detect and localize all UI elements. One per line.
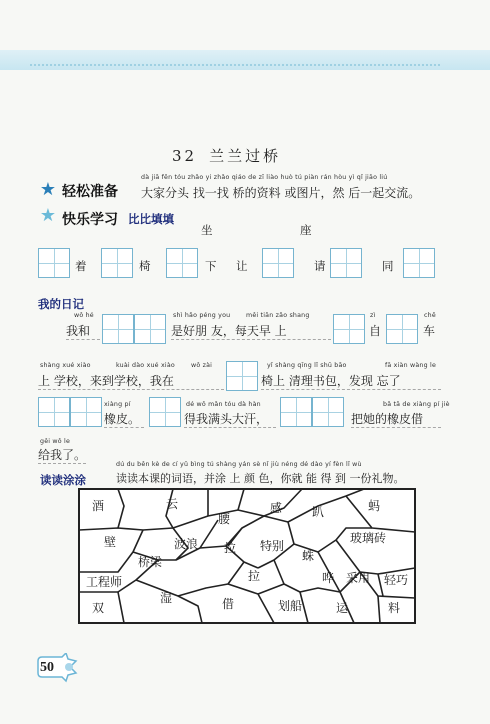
- row-char: 椅: [139, 259, 151, 273]
- lesson-title: [172, 145, 281, 166]
- coloring-puzzle: [78, 488, 416, 624]
- diary-pinyin: yǐ shàng qīng lǐ shū bāo: [267, 362, 347, 369]
- diary-text: 椅上 清理书包，发现 忘了: [261, 372, 441, 390]
- row-char: 让: [236, 259, 248, 273]
- puzzle-word[interactable]: 双: [92, 601, 105, 615]
- row-char: 同: [382, 259, 394, 273]
- writing-box[interactable]: [330, 248, 362, 278]
- puzzle-word[interactable]: 运: [336, 601, 349, 615]
- page-number: 50: [40, 660, 54, 675]
- puzzle-word[interactable]: 料: [388, 601, 401, 615]
- compare-char-1: 坐: [201, 223, 213, 237]
- section-learn-heading: 快乐学习: [62, 212, 118, 228]
- reading-heading: 读读涂涂: [40, 473, 86, 487]
- section-prepare-pinyin: dà jiā fēn tóu zhǎo yi zhǎo qiáo de zī liào huò tú piàn rán hòu yì qǐ jiāo liú: [141, 174, 388, 181]
- compare-char-2: 座: [300, 223, 312, 237]
- section-learn-subheading: 比比填填: [128, 212, 174, 226]
- section-prepare-text: 大家分头 找一找 桥的资料 或图片，然 后一起交流。: [141, 186, 421, 200]
- writing-box[interactable]: [403, 248, 435, 278]
- puzzle-word[interactable]: 壁: [104, 535, 117, 549]
- puzzle-word[interactable]: 感: [270, 501, 283, 515]
- row-char: 下: [205, 259, 217, 273]
- writing-box[interactable]: [333, 314, 365, 344]
- row-char: 请: [314, 259, 326, 273]
- star-icon: ★: [39, 179, 57, 200]
- writing-box[interactable]: [166, 248, 198, 278]
- puzzle-word[interactable]: 轻巧: [384, 573, 409, 587]
- writing-box[interactable]: [38, 248, 70, 278]
- puzzle-word[interactable]: 腰: [218, 512, 231, 526]
- puzzle-word[interactable]: 趴: [312, 505, 325, 519]
- diary-text: 给我了。: [38, 448, 87, 462]
- diary-pinyin: gěi wǒ le: [40, 438, 71, 445]
- diary-pinyin: wǒ hé: [74, 312, 94, 319]
- puzzle-word[interactable]: 蚂: [368, 499, 381, 513]
- diary-text: 得我满头大汗，: [184, 410, 276, 428]
- diary-pinyin: bǎ tā de xiàng pí jiè: [383, 401, 450, 408]
- puzzle-word[interactable]: 酒: [92, 499, 105, 513]
- writing-box[interactable]: [312, 397, 344, 427]
- writing-box[interactable]: [386, 314, 418, 344]
- diary-text: 是好朋 友，每天早 上: [171, 322, 331, 340]
- diary-pinyin: kuài dào xué xiào: [116, 362, 175, 369]
- header-dotted-line: [30, 64, 440, 66]
- puzzle-word[interactable]: 波浪: [174, 537, 199, 551]
- writing-box[interactable]: [101, 248, 133, 278]
- puzzle-word[interactable]: 采用: [346, 571, 371, 585]
- puzzle-word[interactable]: 湿: [160, 591, 173, 605]
- writing-box[interactable]: [149, 397, 181, 427]
- lesson-number: 32: [172, 147, 198, 165]
- writing-box[interactable]: [38, 397, 70, 427]
- diary-text: 自: [369, 324, 382, 338]
- puzzle-word[interactable]: 借: [222, 597, 235, 611]
- lesson-name: 兰兰过桥: [209, 147, 282, 165]
- diary-text: 我和: [66, 322, 100, 340]
- writing-box[interactable]: [134, 314, 166, 344]
- puzzle-word[interactable]: 拉: [224, 541, 237, 555]
- writing-box[interactable]: [262, 248, 294, 278]
- puzzle-word[interactable]: 拉: [248, 569, 261, 583]
- reading-instruction: 读读本课的词语，并涂 上 颜 色，你就 能 得 到 一份礼物。: [116, 472, 405, 485]
- puzzle-word[interactable]: 玻璃砖: [350, 531, 387, 545]
- diary-pinyin: zì: [370, 312, 376, 319]
- puzzle-word[interactable]: 哗: [322, 571, 335, 585]
- puzzle-word[interactable]: 蛛: [302, 549, 315, 563]
- puzzle-word[interactable]: 特别: [260, 539, 285, 553]
- section-prepare-heading: 轻松准备: [62, 184, 118, 200]
- diary-pinyin: dé wǒ mǎn tóu dà hàn: [186, 401, 261, 408]
- puzzle-word[interactable]: 划船: [278, 599, 303, 613]
- puzzle-word[interactable]: 桥梁: [138, 555, 163, 569]
- diary-pinyin: měi tiān zǎo shang: [246, 312, 310, 319]
- writing-box[interactable]: [226, 361, 258, 391]
- diary-heading: 我的日记: [38, 297, 84, 311]
- puzzle-word[interactable]: 云: [166, 497, 179, 511]
- writing-box[interactable]: [102, 314, 134, 344]
- diary-pinyin: wǒ zài: [191, 362, 213, 369]
- diary-pinyin: chē: [424, 312, 436, 319]
- diary-text: 车: [423, 324, 436, 338]
- reading-pinyin: dú du běn kè de cí yǔ bìng tú shàng yán sè nǐ jiù néng dé dào yí fèn lǐ wù: [116, 461, 362, 468]
- diary-text: 把她的橡皮借: [351, 410, 441, 428]
- star-icon: ★: [39, 205, 57, 226]
- diary-text: 橡皮。: [104, 410, 144, 428]
- header-band: [0, 50, 490, 70]
- writing-box[interactable]: [70, 397, 102, 427]
- writing-box[interactable]: [280, 397, 312, 427]
- diary-pinyin: shì hǎo péng you: [173, 312, 231, 319]
- diary-pinyin: fā xiàn wàng le: [385, 362, 437, 369]
- diary-pinyin: xiàng pí: [104, 401, 131, 408]
- puzzle-word[interactable]: 工程师: [86, 575, 123, 589]
- row-char: 着: [75, 259, 87, 273]
- diary-text: 上 学校，来到学校，我在: [38, 372, 224, 390]
- diary-pinyin: shàng xué xiào: [40, 362, 91, 369]
